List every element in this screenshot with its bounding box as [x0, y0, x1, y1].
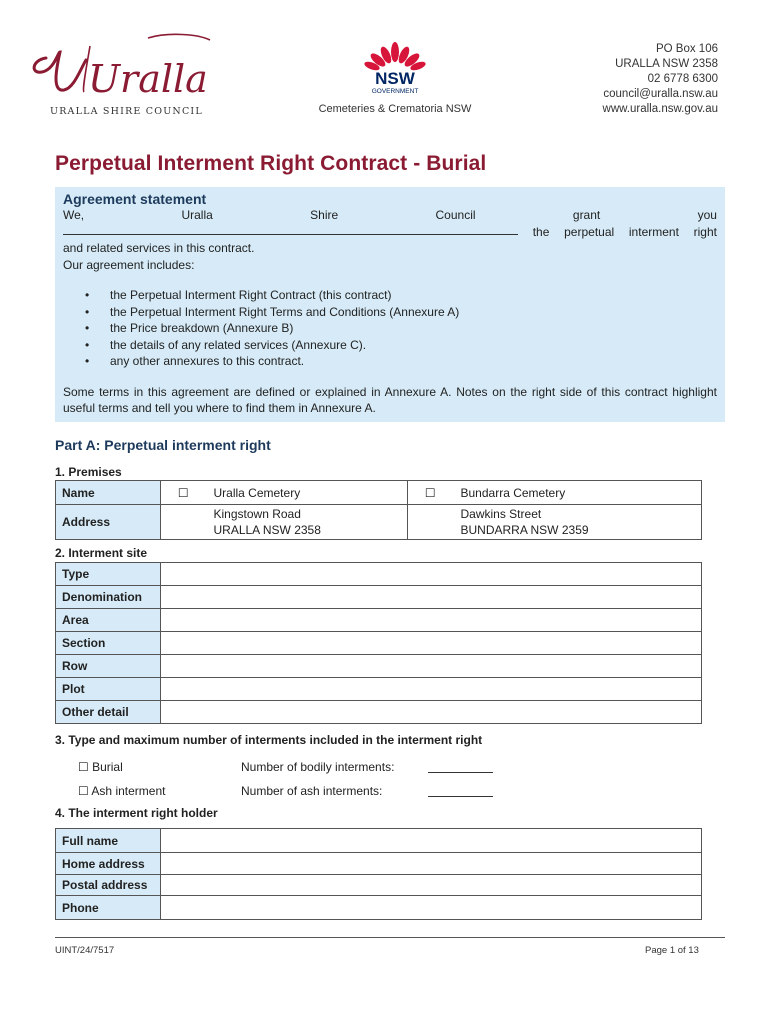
site-denomination-label: Denomination [56, 586, 161, 609]
uralla-council-text: URALLA SHIRE COUNCIL [50, 106, 203, 117]
uralla-cemetery-address [206, 505, 408, 540]
interments-label: 3. Type and maximum number of interments included in the interment right [55, 733, 483, 747]
burial-checkbox[interactable]: ☐ Burial [78, 760, 123, 774]
site-area-field[interactable] [161, 609, 702, 632]
agreement-items-list [85, 287, 717, 370]
holder-full-name-field[interactable] [161, 829, 702, 853]
address-line: BUNDARRA NSW 2359 [460, 523, 589, 537]
site-other-detail-label: Other detail [56, 701, 161, 724]
word: Uralla [181, 208, 213, 222]
agreement-note: Some terms in this agreement are defined or explained in Annexure A. Notes on the right side of this contract highlight useful terms and tell you where to find them in Annexure A. [63, 384, 717, 415]
premises-name-label: Name [56, 481, 161, 505]
list-item: • the details of any related services (Annexure C). [85, 337, 717, 354]
word: right [693, 224, 717, 239]
list-item: • the Price breakdown (Annexure B) [85, 320, 717, 337]
site-row-field[interactable] [161, 655, 702, 678]
council-contact-details [603, 42, 718, 117]
holder-home-address-field[interactable] [161, 853, 702, 875]
holder-label: 4. The interment right holder [55, 806, 218, 820]
premises-address-label: Address [56, 505, 161, 540]
contact-po-box: PO Box 106 [655, 43, 718, 55]
agreement-line-3: and related services in this contract. [63, 241, 255, 255]
uralla-cemetery-checkbox[interactable]: ☐ [161, 481, 206, 505]
contact-phone: 02 6778 6300 [647, 73, 718, 85]
site-section-label: Section [56, 632, 161, 655]
holder-phone-field[interactable] [161, 896, 702, 920]
document-reference: UINT/24/7517 [55, 945, 115, 956]
site-row-label: Row [56, 655, 161, 678]
holder-full-name-label: Full name [56, 829, 161, 853]
nsw-logo-text: NSW [375, 69, 415, 88]
holder-phone-label: Phone [56, 896, 161, 920]
address-line: Kingstown Road [213, 507, 301, 521]
nsw-caption: Cemeteries & Crematoria NSW [318, 103, 472, 115]
interment-site-label: 2. Interment site [55, 546, 148, 560]
site-area-label: Area [56, 609, 161, 632]
site-plot-label: Plot [56, 678, 161, 701]
agreement-line-1 [63, 207, 717, 224]
page-number: Page 1 of 13 [645, 945, 699, 956]
contact-town: URALLA NSW 2358 [615, 58, 718, 70]
bodily-interments-label: Number of bodily interments: [241, 760, 395, 774]
site-section-field[interactable] [161, 632, 702, 655]
ash-interments-label: Number of ash interments: [241, 784, 383, 798]
interment-site-table [55, 562, 702, 724]
site-other-detail-field[interactable] [161, 701, 702, 724]
word: interment [628, 224, 679, 239]
uralla-cemetery-name: Uralla Cemetery [206, 481, 408, 505]
agreement-line-4: Our agreement includes: [63, 257, 195, 272]
ash-row [78, 779, 493, 803]
footer-divider [55, 937, 725, 938]
address-line: Dawkins Street [460, 507, 542, 521]
nsw-government-block [300, 36, 490, 115]
grantee-name-blank[interactable] [63, 224, 518, 235]
word: Shire [310, 208, 339, 222]
bodily-interments-blank[interactable] [428, 763, 493, 773]
holder-postal-address-label: Postal address [56, 875, 161, 896]
holder-table [55, 828, 702, 920]
agreement-line-2 [63, 224, 717, 241]
ash-interment-checkbox[interactable]: ☐ Ash interment [78, 784, 166, 798]
word: you [697, 208, 717, 222]
bundarra-cemetery-checkbox[interactable]: ☐ [408, 481, 453, 505]
holder-postal-address-field[interactable] [161, 875, 702, 896]
word: Council [435, 208, 476, 222]
contact-email[interactable]: council@uralla.nsw.au [603, 88, 718, 100]
site-type-label: Type [56, 563, 161, 586]
list-item: • any other annexures to this contract. [85, 353, 717, 370]
empty-cell [161, 505, 206, 540]
address-line: URALLA NSW 2358 [213, 523, 321, 537]
site-denomination-field[interactable] [161, 586, 702, 609]
word: We, [63, 208, 85, 222]
word: perpetual [564, 224, 615, 239]
holder-home-address-label: Home address [56, 853, 161, 875]
list-item: • the Perpetual Interment Right Terms and Conditions (Annexure A) [85, 304, 717, 321]
list-item: • the Perpetual Interment Right Contract (this contract) [85, 287, 717, 304]
burial-row [78, 755, 493, 779]
word: grant [572, 208, 601, 222]
word: the [532, 224, 550, 239]
agreement-heading: Agreement statement [63, 191, 207, 207]
nsw-logo-subtext: GOVERNMENT [371, 88, 419, 95]
uralla-shire-council-logo [28, 30, 228, 120]
contact-website[interactable]: www.uralla.nsw.gov.au [602, 103, 718, 115]
page-title: Perpetual Interment Right Contract - Burial [55, 152, 487, 175]
part-a-heading: Part A: Perpetual interment right [55, 437, 271, 453]
bundarra-cemetery-name: Bundarra Cemetery [453, 481, 702, 505]
site-plot-field[interactable] [161, 678, 702, 701]
premises-table [55, 480, 702, 540]
interments-options [78, 755, 493, 803]
waratah-icon [360, 36, 430, 96]
bundarra-cemetery-address [453, 505, 702, 540]
site-type-field[interactable] [161, 563, 702, 586]
uralla-script-text: Uralla [88, 57, 208, 101]
premises-label: 1. Premises [55, 465, 122, 479]
empty-cell [408, 505, 453, 540]
agreement-statement-box [55, 187, 725, 422]
ash-interments-blank[interactable] [428, 787, 493, 797]
